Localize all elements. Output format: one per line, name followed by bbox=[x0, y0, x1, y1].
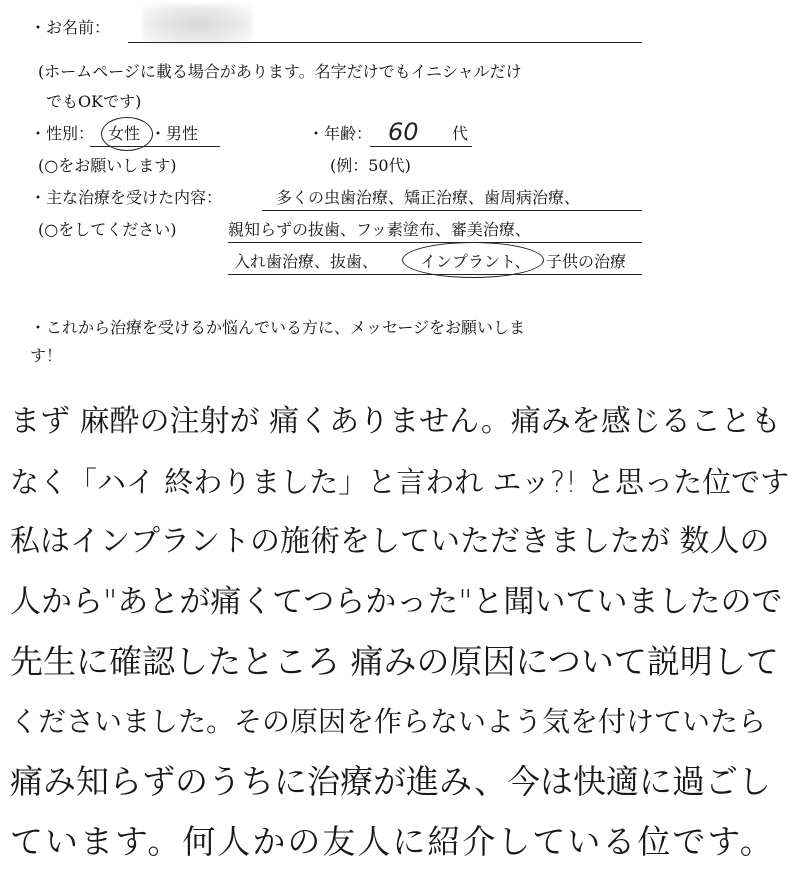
name-underline bbox=[128, 42, 642, 43]
treatment-line-3c: 子供の治療 bbox=[546, 252, 627, 271]
redacted-name bbox=[142, 4, 252, 44]
gender-female: 女性 bbox=[108, 124, 141, 143]
gender-underline bbox=[90, 146, 220, 147]
name-note-line-1: (ホームページに載る場合があります。名字だけでもイニシャルだけ bbox=[38, 62, 522, 81]
gender-male: 男性 bbox=[166, 124, 199, 143]
treatment-line-1: 多くの虫歯治療、矯正治療、歯周病治療、 bbox=[276, 188, 581, 207]
message-line-4: 人から"あとが痛くてつらかった"と聞いていましたので bbox=[10, 584, 783, 620]
message-line-2: なく「ハイ 終わりました」と言われ エッ?! と思った位です bbox=[10, 465, 790, 499]
message-line-7: 痛み知らずのうちに治療が進み、今は快適に過ごし bbox=[10, 762, 771, 801]
gender-note: (○をお願いします) bbox=[38, 156, 177, 175]
message-line-8: ています。何人かの友人に紹介している位です。 bbox=[10, 822, 775, 861]
message-line-6: くださいました。その原因を作らないよう気を付けていたら bbox=[10, 705, 767, 738]
treatment-line-3a: 入れ歯治療、抜歯、 bbox=[234, 252, 379, 271]
age-underline bbox=[370, 146, 472, 147]
implant-circle bbox=[402, 242, 544, 278]
treatment-note: (○をしてください) bbox=[38, 220, 177, 239]
message-line-5: 先生に確認したところ 痛みの原因について説明して bbox=[10, 642, 779, 681]
message-label-line-2: す！ bbox=[30, 346, 63, 365]
name-note-line-2: でもOKです) bbox=[46, 92, 142, 111]
treatment-underline-2 bbox=[228, 242, 642, 243]
treatment-line-2: 親知らずの抜歯、フッ素塗布、審美治療、 bbox=[228, 220, 531, 239]
gender-separator: ・ bbox=[150, 124, 167, 143]
age-label: ・年齢： bbox=[308, 124, 373, 143]
treatment-underline-3 bbox=[228, 274, 642, 275]
treatment-label: ・主な治療を受けた内容： bbox=[30, 188, 223, 207]
name-label: ・お名前： bbox=[30, 18, 111, 37]
age-example: (例：50代) bbox=[330, 156, 411, 175]
message-label-line-1: ・これから治療を受けるか悩んでいる方に、メッセージをお願いしま bbox=[30, 318, 526, 337]
gender-label: ・性別： bbox=[30, 124, 95, 143]
message-line-1: まず 麻酔の注射が 痛くありません。痛みを感じることも bbox=[10, 404, 781, 439]
age-value: 60 bbox=[388, 118, 419, 146]
treatment-line-3b: インプラント、 bbox=[420, 252, 531, 271]
message-line-3: 私はインプラントの施術をしていただきましたが 数人の bbox=[10, 524, 770, 559]
age-suffix: 代 bbox=[452, 124, 469, 143]
treatment-underline-1 bbox=[262, 210, 642, 211]
